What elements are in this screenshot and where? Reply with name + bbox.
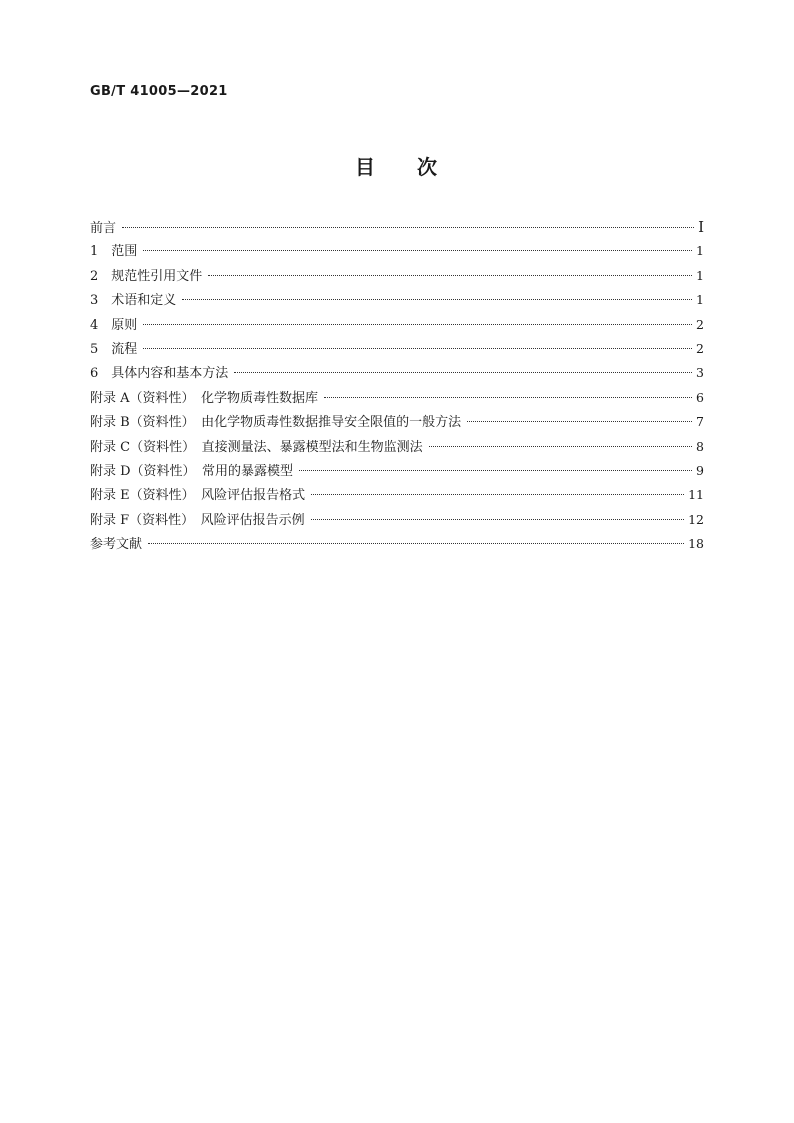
table-of-contents: [90, 215, 704, 556]
dot-leader: [182, 299, 692, 300]
toc-entry-label: 前言: [90, 221, 117, 236]
dot-leader: [148, 543, 684, 544]
toc-entry-foreword[interactable]: [90, 215, 704, 239]
dot-leader: [324, 397, 692, 398]
toc-entry-label: 6 具体内容和基本方法: [90, 366, 229, 382]
toc-entry-page: 3: [696, 365, 704, 381]
toc-entry-page: 11: [688, 487, 704, 503]
toc-entry-label: 5 流程: [90, 341, 138, 357]
dot-leader: [299, 470, 692, 471]
toc-entry-label: 附录 A（资料性） 化学物质毒性数据库: [90, 390, 319, 406]
toc-entry-label: 附录 C（资料性） 直接测量法、暴露模型法和生物监测法: [90, 439, 423, 455]
toc-entry-label: 附录 F（资料性） 风险评估报告示例: [90, 512, 305, 528]
page-title: [0, 151, 794, 180]
dot-leader: [467, 421, 692, 422]
toc-entry-process[interactable]: [90, 337, 704, 361]
dot-leader: [234, 372, 692, 373]
dot-leader: [143, 324, 692, 325]
title-char-1: 目: [355, 155, 377, 179]
toc-entry-appendix-e[interactable]: [90, 483, 704, 507]
toc-entry-page: 12: [688, 511, 704, 527]
toc-entry-page: 1: [696, 267, 704, 283]
toc-entry-label: 附录 E（资料性） 风险评估报告格式: [90, 488, 306, 504]
toc-entry-label: 3 术语和定义: [90, 293, 177, 309]
dot-leader: [143, 250, 692, 251]
dot-leader: [143, 348, 692, 349]
toc-entry-label: 附录 B（资料性） 由化学物质毒性数据推导安全限值的一般方法: [90, 415, 462, 431]
toc-entry-page: 7: [696, 414, 704, 430]
toc-entry-page: Ⅰ: [698, 218, 704, 236]
toc-entry-page: 6: [696, 389, 704, 405]
toc-entry-label: 1 范围: [90, 244, 138, 260]
toc-entry-label: 附录 D（资料性） 常用的暴露模型: [90, 463, 294, 479]
toc-entry-appendix-b[interactable]: [90, 410, 704, 434]
toc-entry-appendix-f[interactable]: [90, 508, 704, 532]
toc-entry-page: 18: [688, 536, 704, 552]
standard-code: GB/T 41005—2021: [90, 84, 228, 99]
toc-entry-page: 9: [696, 462, 704, 478]
toc-entry-page: 1: [696, 292, 704, 308]
toc-entry-page: 1: [696, 243, 704, 259]
toc-entry-terms-definitions[interactable]: [90, 288, 704, 312]
dot-leader: [311, 519, 684, 520]
title-char-2: 次: [417, 155, 439, 179]
toc-entry-label: 参考文献: [90, 537, 143, 553]
dot-leader: [311, 494, 684, 495]
toc-entry-label: 4 原则: [90, 317, 138, 333]
toc-entry-appendix-d[interactable]: [90, 459, 704, 483]
toc-entry-bibliography[interactable]: [90, 532, 704, 556]
toc-entry-principles[interactable]: [90, 313, 704, 337]
toc-entry-appendix-a[interactable]: [90, 386, 704, 410]
dot-leader: [429, 446, 692, 447]
toc-entry-scope[interactable]: [90, 239, 704, 263]
dot-leader: [122, 227, 694, 228]
toc-entry-label: 2 规范性引用文件: [90, 268, 203, 284]
toc-entry-appendix-c[interactable]: [90, 435, 704, 459]
toc-entry-page: 2: [696, 316, 704, 332]
toc-entry-content-methods[interactable]: [90, 361, 704, 385]
dot-leader: [208, 275, 692, 276]
toc-entry-page: 8: [696, 438, 704, 454]
toc-entry-normative-references[interactable]: [90, 264, 704, 288]
toc-entry-page: 2: [696, 340, 704, 356]
